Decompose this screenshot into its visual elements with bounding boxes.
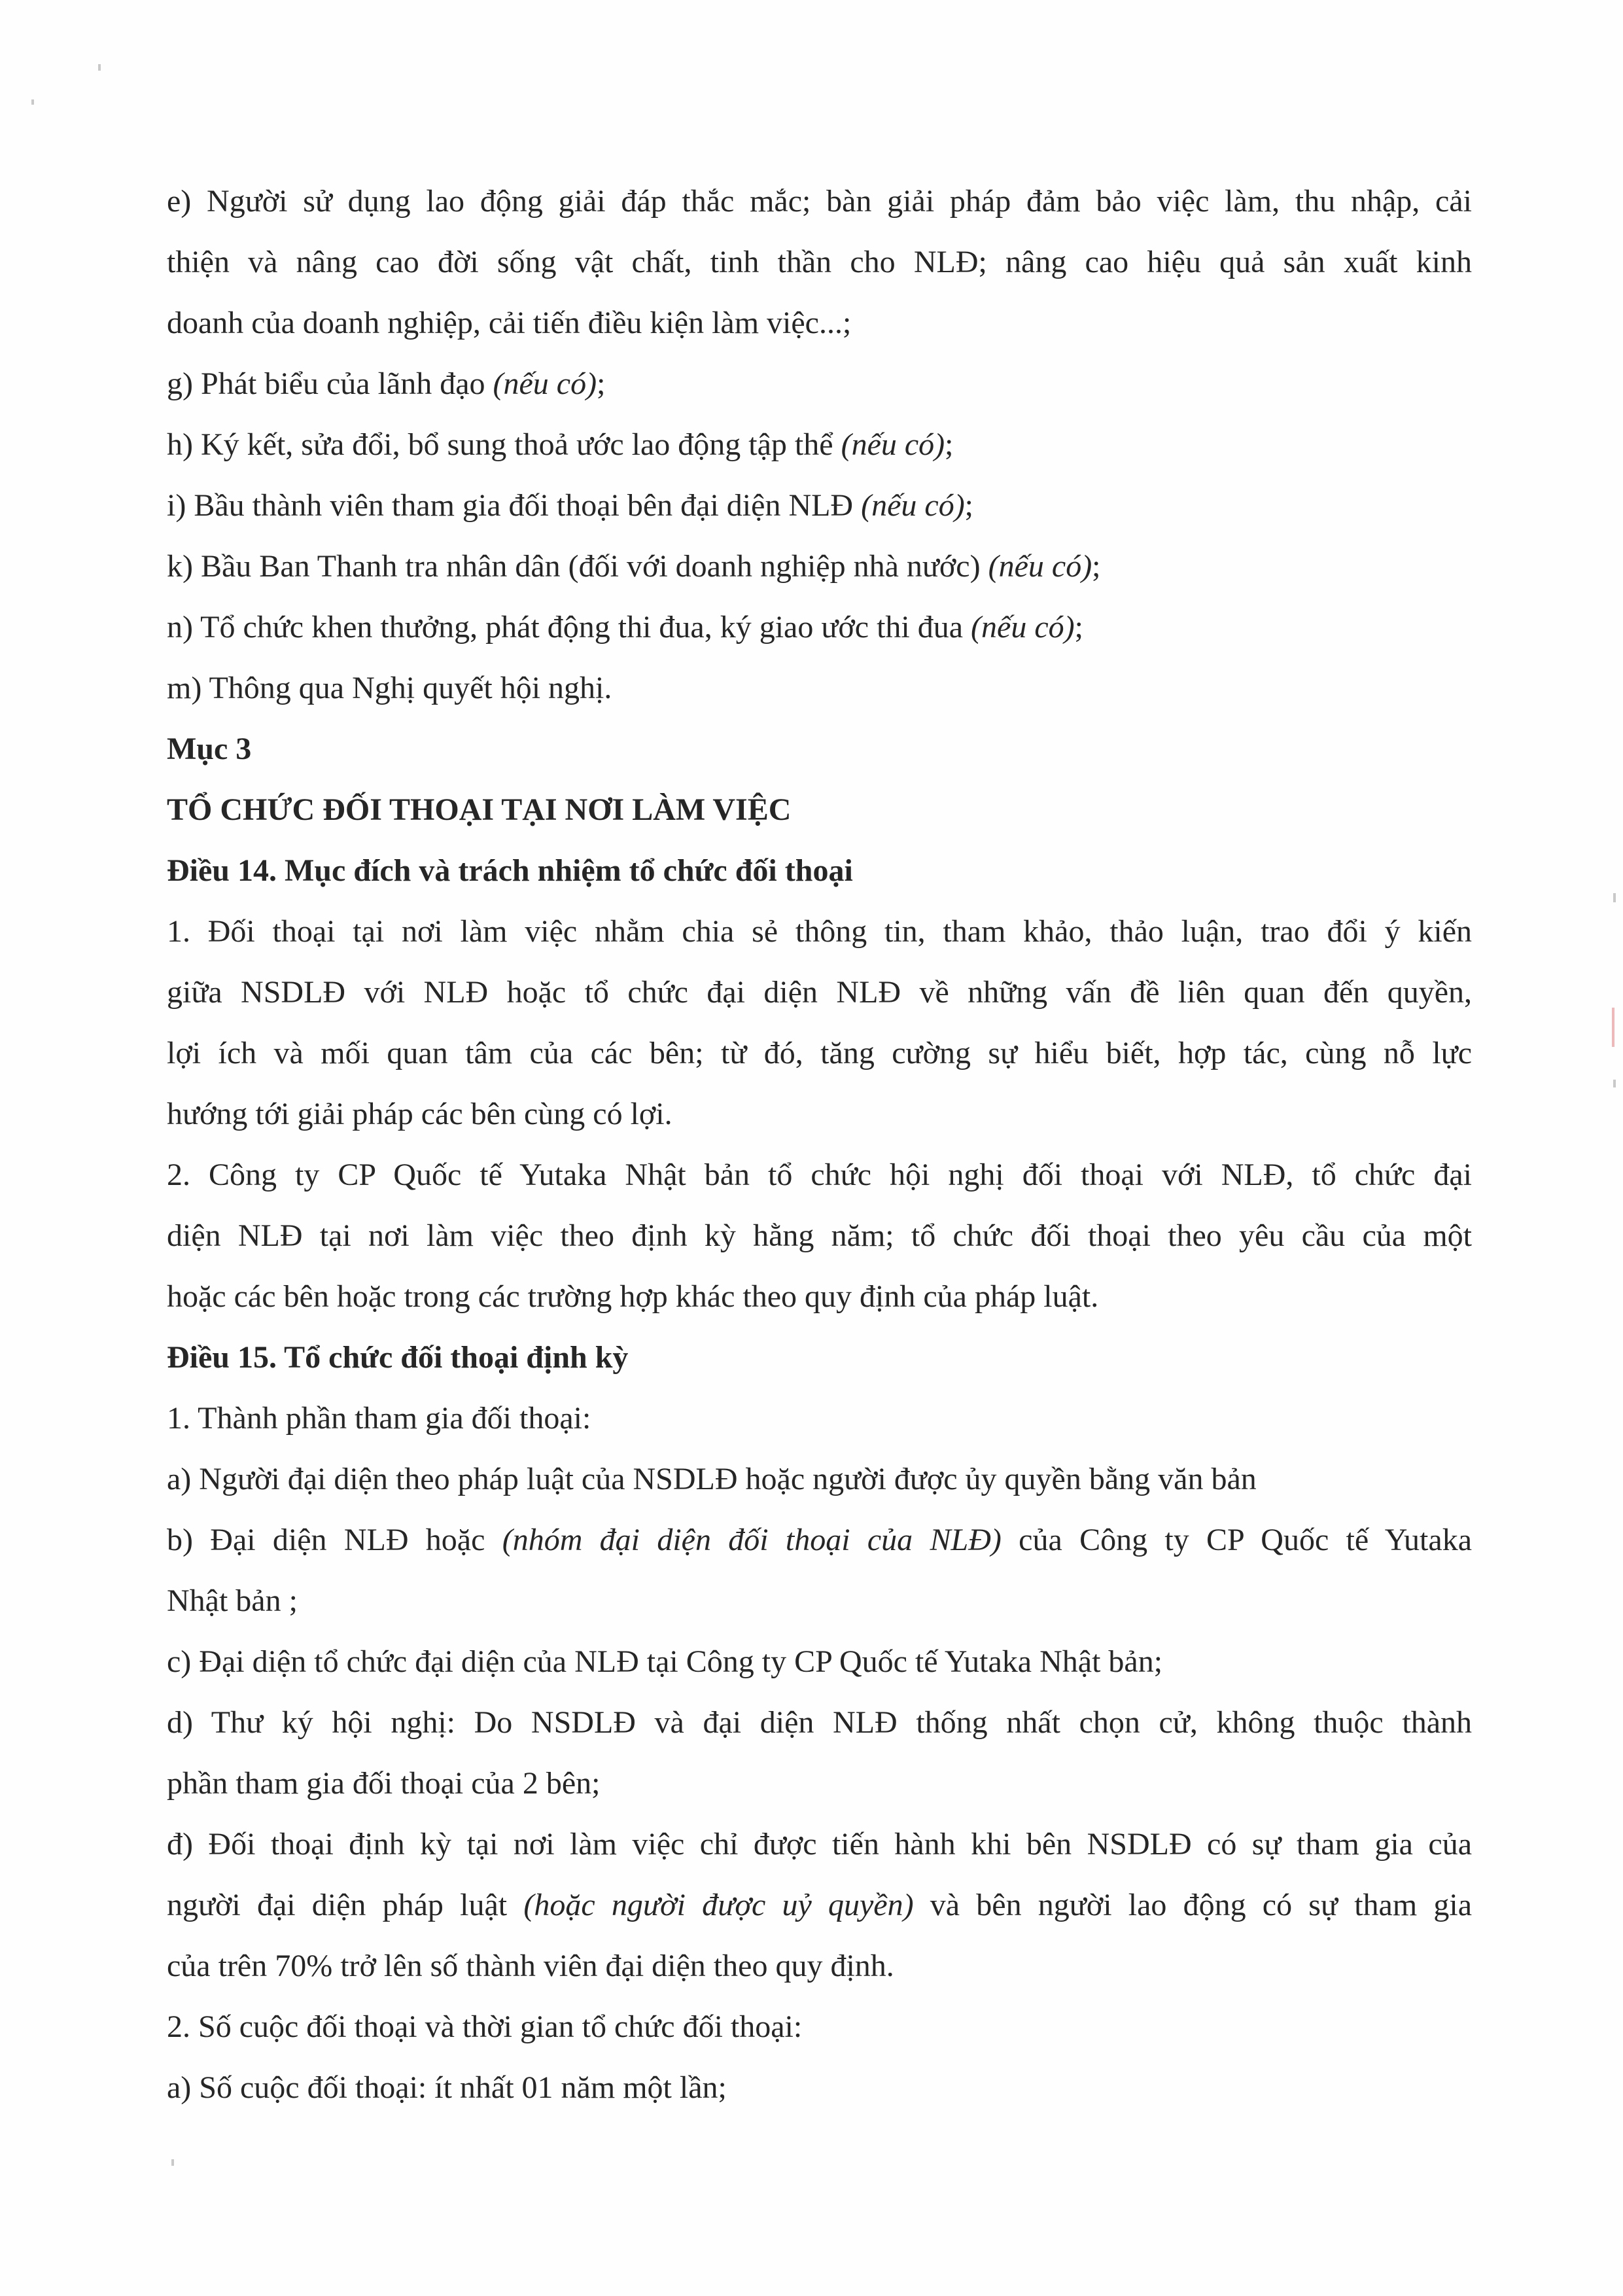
paragraph-line: của trên 70% trở lên số thành viên đại diện theo quy định.: [167, 1949, 894, 1983]
list-item: đ) Đối thoại định kỳ tại nơi làm việc chỉ được tiến hành khi bên NSDLĐ có sự tham gia của: [167, 1827, 1472, 1862]
list-item: a) Người đại diện theo pháp luật của NSDLĐ hoặc người được ủy quyền bằng văn bản: [167, 1462, 1257, 1496]
scan-speck: [1612, 1008, 1614, 1047]
list-item: c) Đại diện tổ chức đại diện của NLĐ tại Công ty CP Quốc tế Yutaka Nhật bản;: [167, 1644, 1163, 1679]
paragraph-line: người đại diện pháp luật (hoặc người được uỷ quyền) và bên người lao động có sự tham gia: [167, 1888, 1473, 1922]
article-heading: Điều 14. Mục đích và trách nhiệm tổ chức đối thoại: [167, 853, 853, 888]
list-item: d) Thư ký hội nghị: Do NSDLĐ và đại diện NLĐ thống nhất chọn cử, không thuộc thành: [167, 1705, 1472, 1740]
list-item: n) Tổ chức khen thưởng, phát động thi đua, ký giao ước thi đua (nếu có);: [167, 610, 1083, 645]
scan-speck: [31, 99, 34, 105]
paragraph-line: hoặc các bên hoặc trong các trường hợp khác theo quy định của pháp luật.: [167, 1279, 1099, 1314]
paragraph-line: 2. Số cuộc đối thoại và thời gian tổ chức đối thoại:: [167, 2009, 803, 2044]
paragraph-line: doanh của doanh nghiệp, cải tiến điều kiện làm việc...;: [167, 306, 852, 340]
list-item: h) Ký kết, sửa đổi, bổ sung thoả ước lao động tập thể (nếu có);: [167, 427, 954, 462]
section-number: Mục 3: [167, 732, 252, 766]
list-item: a) Số cuộc đối thoại: ít nhất 01 năm một lần;: [167, 2070, 727, 2105]
scan-speck: [98, 64, 101, 71]
section-title: TỔ CHỨC ĐỐI THOẠI TẠI NƠI LÀM VIỆC: [167, 792, 792, 827]
paragraph-line: lợi ích và mối quan tâm của các bên; từ đó, tăng cường sự hiểu biết, hợp tác, cùng nỗ lực: [167, 1036, 1472, 1070]
paragraph-line: giữa NSDLĐ với NLĐ hoặc tổ chức đại diện NLĐ về những vấn đề liên quan đến quyền,: [167, 975, 1472, 1010]
list-item: k) Bầu Ban Thanh tra nhân dân (đối với doanh nghiệp nhà nước) (nếu có);: [167, 549, 1101, 584]
paragraph-line: e) Người sử dụng lao động giải đáp thắc mắc; bàn giải pháp đảm bảo việc làm, thu nhập, cải: [167, 184, 1472, 219]
list-item: m) Thông qua Nghị quyết hội nghị.: [167, 671, 612, 705]
scan-speck: [1613, 893, 1616, 902]
article-heading: Điều 15. Tổ chức đối thoại định kỳ: [167, 1340, 629, 1375]
list-item: b) Đại diện NLĐ hoặc (nhóm đại diện đối thoại của NLĐ) của Công ty CP Quốc tế Yutaka: [167, 1523, 1473, 1557]
paragraph-line: thiện và nâng cao đời sống vật chất, tinh thần cho NLĐ; nâng cao hiệu quả sản xuất kinh: [167, 245, 1472, 279]
paragraph-line: Nhật bản ;: [167, 1583, 298, 1618]
scan-speck: [171, 2159, 174, 2166]
list-item: g) Phát biểu của lãnh đạo (nếu có);: [167, 366, 606, 401]
paragraph-line: hướng tới giải pháp các bên cùng có lợi.: [167, 1097, 672, 1131]
scan-speck: [1613, 1080, 1616, 1087]
paragraph-line: 1. Đối thoại tại nơi làm việc nhằm chia sẻ thông tin, tham khảo, thảo luận, trao đổi ý kiến: [167, 914, 1472, 949]
paragraph-line: diện NLĐ tại nơi làm việc theo định kỳ hằng năm; tổ chức đối thoại theo yêu cầu của một: [167, 1218, 1472, 1253]
list-item: i) Bầu thành viên tham gia đối thoại bên đại diện NLĐ (nếu có);: [167, 488, 974, 523]
paragraph-line: phần tham gia đối thoại của 2 bên;: [167, 1766, 601, 1801]
paragraph-line: 2. Công ty CP Quốc tế Yutaka Nhật bản tổ chức hội nghị đối thoại với NLĐ, tổ chức đại: [167, 1157, 1472, 1192]
paragraph-line: 1. Thành phần tham gia đối thoại:: [167, 1401, 591, 1436]
